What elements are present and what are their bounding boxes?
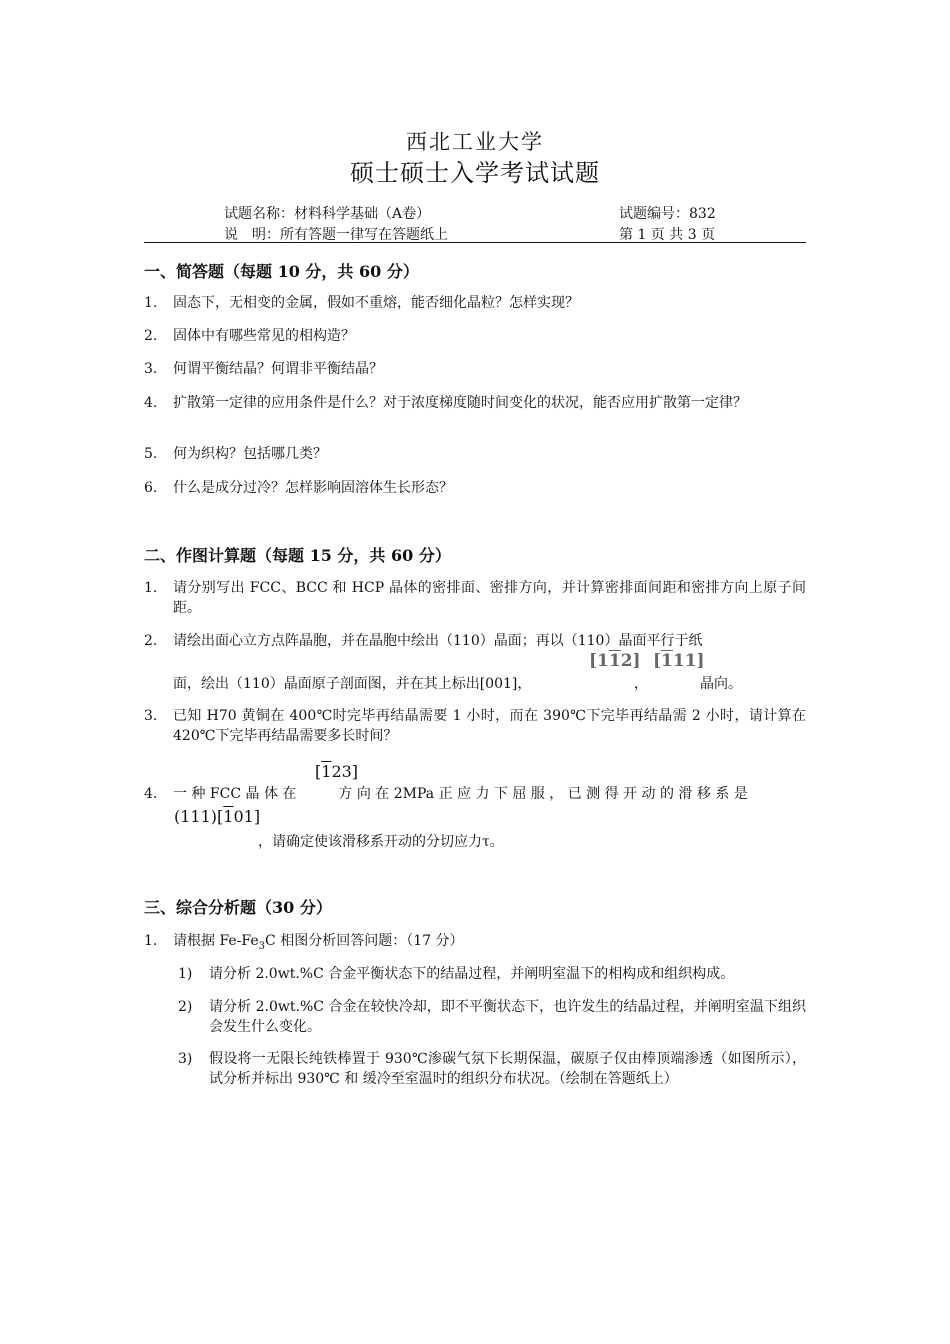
question-number: 6. [144,480,158,496]
slip-system: (111)[101] [174,807,261,826]
question-text: 扩散第一定律的应用条件是什么？对于浓度梯度随时间变化的状况，能否应用扩散第一定律？ [173,395,747,411]
s2-question-1 [144,578,806,618]
question-text: 已知 H70 黄铜在 400℃时完毕再结晶需要 1 小时，而在 390℃下完毕再结晶需 2 小时，请计算在 420℃下完毕再结晶需要多长时间？ [173,708,806,744]
exam-code: 试题编号：832 [619,206,716,222]
question-number: 3. [144,361,158,377]
question-text: 什么是成分过冷？怎样影响固溶体生长形态？ [173,480,453,496]
section-1-title: 一、简答题（每题 10 分，共 60 分） [144,262,419,281]
header-divider [144,242,806,243]
direction-123: [123] [315,762,359,781]
section-2-title: 二、作图计算题（每题 15 分，共 60 分） [144,546,451,565]
s2q2-line-2: 面，绘出（110）晶面原子剖面图，并在其上标出[001]， [173,676,532,692]
question-text: 何为织构？包括哪几类？ [173,446,327,462]
s1-question-5 [144,444,806,464]
question-number: 1. [144,580,158,596]
subquestion-number: 2) [178,999,193,1015]
question-text: 何谓平衡结晶？何谓非平衡结晶？ [173,361,383,377]
question-text-line-1: 请绘出面心立方点阵晶胞，并在晶胞中绘出（110）晶面；再以（110）晶面平行于纸 [173,633,703,649]
university-name: 西北工业大学 [406,130,544,154]
s2q4-line-3: ，请确定使该滑移系开动的分切应力τ。 [258,834,504,850]
question-text: 固体中有哪些常见的相构造？ [173,328,355,344]
s1-question-3 [144,359,806,379]
s2-question-3 [144,706,806,746]
s2q2-tail: 晶向。 [700,676,742,692]
question-number: 2. [144,328,158,344]
s2-question-4 [144,784,806,804]
s3-subquestion-3 [178,1049,814,1089]
s3-subquestion-1 [178,964,814,984]
s1-question-1 [144,293,806,313]
s1-question-6 [144,478,806,498]
question-number: 3. [144,708,158,724]
s1-question-4 [144,393,806,413]
question-number: 5. [144,446,158,462]
question-text: 固态下，无相变的金属，假如不重熔，能否细化晶粒？怎样实现？ [173,295,579,311]
subquestion-text: 请分析 2.0wt.%C 合金在较快冷却，即不平衡状态下，也许发生的结晶过程，并阐明室温下组织会发生什么变化。 [209,999,806,1035]
question-number: 1. [144,933,158,949]
exam-title: 硕士硕士入学考试试题 [350,159,600,187]
question-text: 请分别写出 FCC、BCC 和 HCP 晶体的密排面、密排方向，并计算密排面间距和密排方向上原子间距。 [173,580,806,616]
instructions-note: 说 明：所有答题一律写在答题纸上 [224,227,448,243]
direction-111: [111] [653,651,705,671]
subquestion-number: 1) [178,966,193,982]
question-text: 请根据 $Fe-Fe_3C$ 相图分析回答问题：（17 分） [173,933,464,952]
s3-question-1 [144,931,806,957]
section-3-title: 三、综合分析题（30 分） [144,898,332,917]
question-number: 2. [144,633,158,649]
subquestion-text: 请分析 2.0wt.%C 合金平衡状态下的结晶过程，并阐明室温下的相构成和组织构成。 [209,966,735,982]
question-number: 4. [144,395,158,411]
s2-question-2 [144,631,806,651]
subject-name: 试题名称：材料科学基础（A卷） [224,206,431,222]
subquestion-text: 假设将一无限长纯铁棒置于 930℃渗碳气氛下长期保温，碳原子仅由棒顶端渗透（如图所示），试分析并标出 930℃ 和 缓冷至室温时的组织分布状况。（绘制在答题纸上） [209,1051,806,1087]
s3-subquestion-2 [178,997,814,1037]
subquestion-number: 3) [178,1051,193,1067]
s2q2-comma: ， [634,676,648,692]
direction-1-12: [112] [589,651,641,671]
page-info: 第 1 页 共 3 页 [619,227,716,243]
question-number: 1. [144,295,158,311]
s1-question-2 [144,326,806,346]
question-number: 4. [144,786,158,802]
question-text-line-1: 一 种 FCC 晶 体 在 方 向 在 2MPa 正 应 力 下 屈 服 ， 已 测 得 开 动 的 滑 移 系 是 [173,786,748,802]
